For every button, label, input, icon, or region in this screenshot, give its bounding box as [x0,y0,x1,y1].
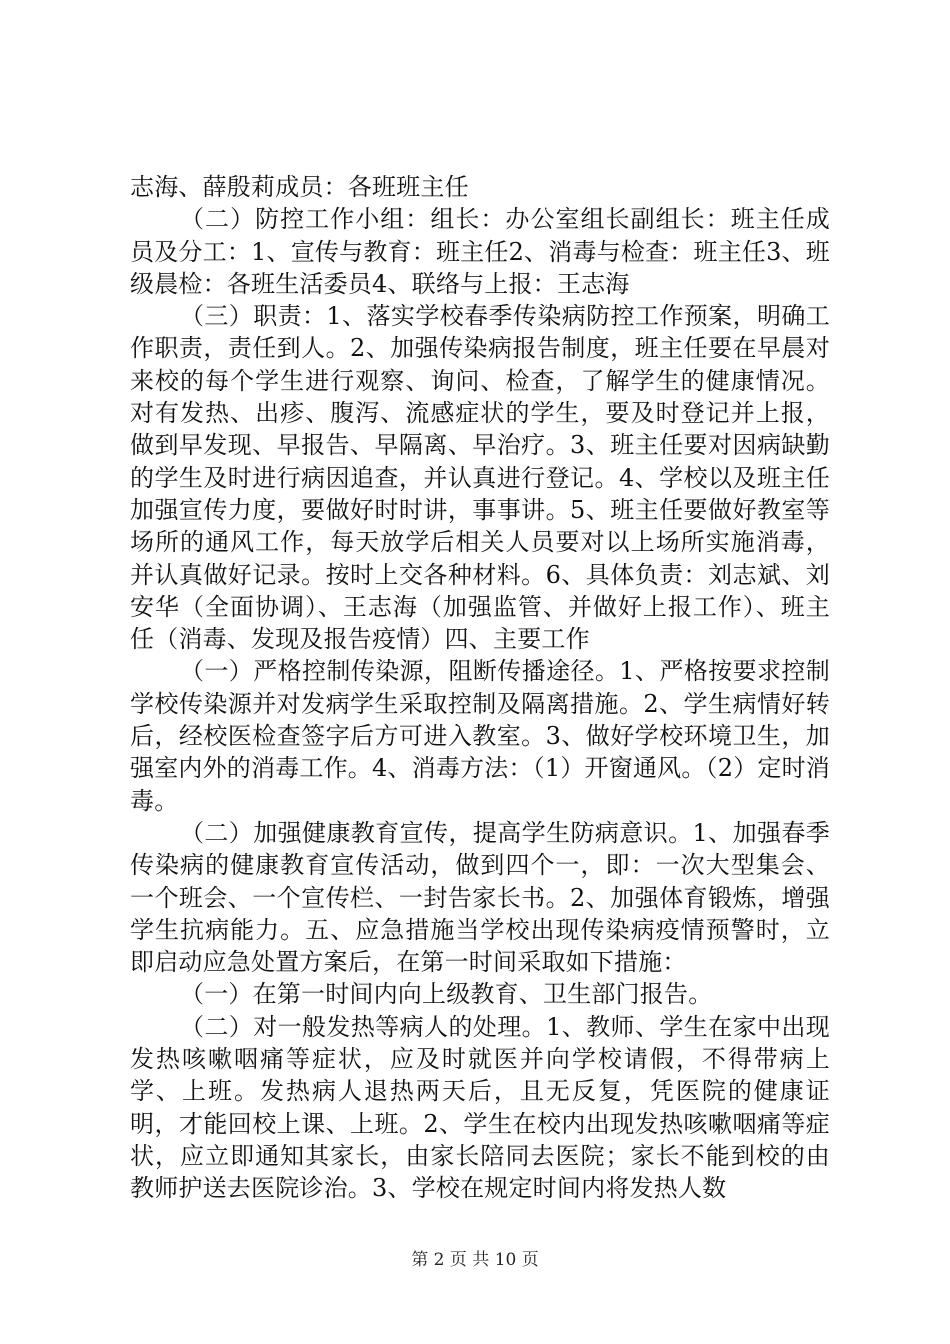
paragraph-7: （二）对一般发热等病人的处理。1、教师、学生在家中出现发热咳嗽咽痛等症状，应及时就医并向学校请假，不得带病上学、上班。发热病人退热两天后，且无反复，凭医院的健康证明，才能回校上课、上班。2、学生在校内出现发热咳嗽咽痛等症状，应立即通知其家长，由家长陪同去医院；家长不能到校的由教师护送去医院诊治。3、学校在规定时间内将发热人数 [130,1012,830,1203]
paragraph-6: （一）在第一时间内向上级教育、卫生部门报告。 [180,980,713,1009]
paragraph-3: （三）职责：1、落实学校春季传染病防控工作预案，明确工作职责，责任到人。2、加强传染病报告制度，班主任要在早晨对来校的每个学生进行观察、询问、检查，了解学生的健康情况。对有发热、出疹、腹泻、流感症状的学生，要及时登记并上报，做到早发现、早报告、早隔离、早治疗。3、班主任要对因病缺勤的学生及时进行病因追查，并认真进行登记。4、学校以及班主任加强宣传力度，要做好时时讲，事事讲。5、班主任要做好教室等场所的通风工作，每天放学后相关人员要对以上场所实施消毒，并认真做好记录。按时上交各种材料。6、具体负责：刘志斌、刘安华（全面协调）、王志海（加强监管、并做好上报工作）、班主任（消毒、发现及报告疫情）四、主要工作 [130,302,830,654]
paragraph-1: 志海、薛殷莉成员：各班班主任 [130,173,469,201]
page-number-footer: 第 2 页 共 10 页 [411,1250,539,1270]
paragraph-2: （二）防控工作小组：组长：办公室组长副组长：班主任成员及分工：1、宣传与教育：班主任2、消毒与检查：班主任3、班级晨检：各班生活委员4、联络与上报：王志海 [130,205,830,298]
document-body [130,171,830,1205]
paragraph-4: （一）严格控制传染源，阻断传播途径。1、严格按要求控制学校传染源并对发病学生采取控制及隔离措施。2、学生病情好转后，经校医检查签字后方可进入教室。3、做好学校环境卫生，加强室内外的消毒工作。4、消毒方法：（1）开窗通风。（2）定时消毒。 [130,657,831,815]
paragraph-5: （二）加强健康教育宣传，提高学生防病意识。1、加强春季传染病的健康教育宣传活动，做到四个一，即：一次大型集会、一个班会、一个宣传栏、一封告家长书。2、加强体育锻炼，增强学生抗病能力。五、应急措施当学校出现传染病疫情预警时，立即启动应急处置方案后，在第一时间采取如下措施： [130,818,830,977]
